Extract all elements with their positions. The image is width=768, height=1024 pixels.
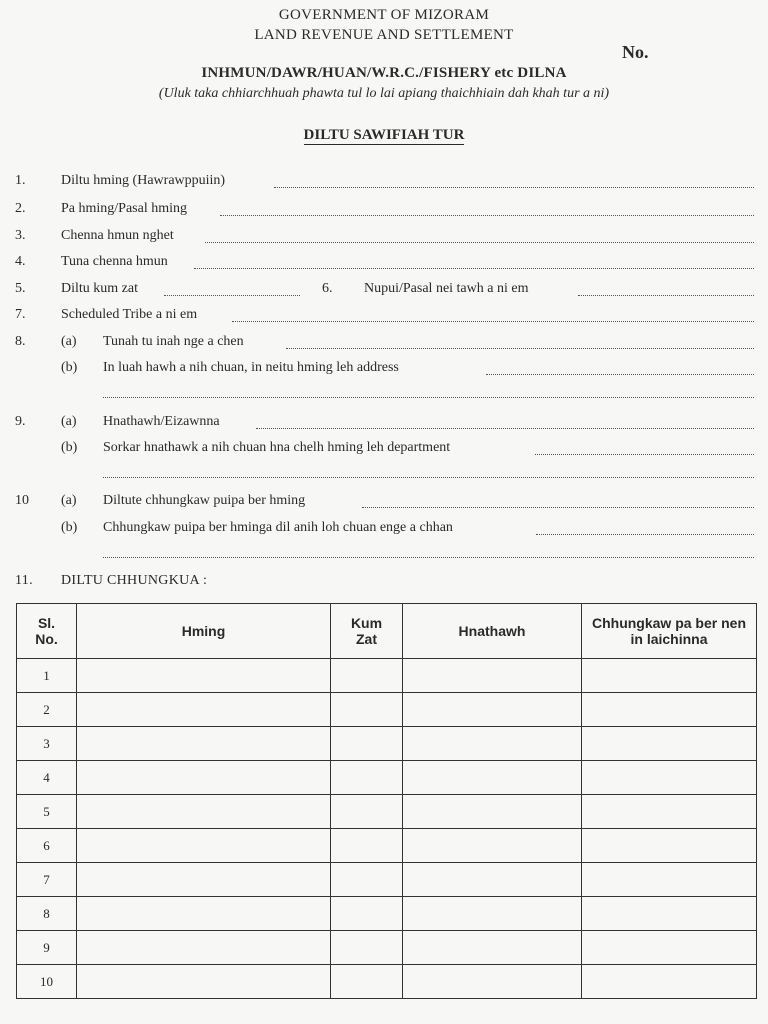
row-number: 5 bbox=[17, 795, 77, 829]
relation-cell[interactable] bbox=[582, 727, 757, 761]
hnathawh-cell[interactable] bbox=[403, 965, 582, 999]
row-number: 7 bbox=[17, 863, 77, 897]
field-label: Tuna chenna hmun bbox=[61, 254, 168, 269]
field-label: Sorkar hnathawk a nih chuan hna chelh hming leh department bbox=[103, 440, 451, 455]
hnathawh-cell[interactable] bbox=[403, 863, 582, 897]
field-9a bbox=[0, 414, 768, 434]
fill-line[interactable] bbox=[164, 295, 300, 296]
fill-line[interactable] bbox=[362, 507, 754, 508]
table-row bbox=[17, 829, 757, 863]
field-4 bbox=[0, 254, 768, 274]
field-number: 6. bbox=[322, 281, 333, 296]
hming-cell[interactable] bbox=[77, 863, 331, 897]
kum-zat-cell[interactable] bbox=[331, 795, 403, 829]
field-3 bbox=[0, 228, 768, 248]
row-number: 8 bbox=[17, 897, 77, 931]
field-10b bbox=[0, 520, 768, 540]
kum-zat-cell[interactable] bbox=[331, 863, 403, 897]
relation-cell[interactable] bbox=[582, 965, 757, 999]
hming-cell[interactable] bbox=[77, 761, 331, 795]
relation-cell[interactable] bbox=[582, 931, 757, 965]
row-number: 6 bbox=[17, 829, 77, 863]
hnathawh-cell[interactable] bbox=[403, 829, 582, 863]
field-label: Chhungkaw puipa ber hminga dil anih loh chuan enge a chhan bbox=[103, 520, 453, 535]
hnathawh-cell[interactable] bbox=[403, 897, 582, 931]
field-label: Pa hming/Pasal hming bbox=[61, 201, 187, 216]
hnathawh-cell[interactable] bbox=[403, 659, 582, 693]
fill-line[interactable] bbox=[286, 348, 754, 349]
field-number: 11. bbox=[15, 573, 33, 588]
table-header-row bbox=[17, 604, 757, 659]
sub-tag: (a) bbox=[61, 414, 77, 429]
column-header-hming: Hming bbox=[77, 604, 331, 659]
field-number: 1. bbox=[15, 173, 26, 188]
fill-line[interactable] bbox=[535, 454, 754, 455]
field-number: 4. bbox=[15, 254, 26, 269]
kum-zat-cell[interactable] bbox=[331, 931, 403, 965]
section-title: DILTU CHHUNGKUA : bbox=[61, 573, 208, 588]
row-number: 2 bbox=[17, 693, 77, 727]
kum-zat-cell[interactable] bbox=[331, 693, 403, 727]
header-department: LAND REVENUE AND SETTLEMENT bbox=[254, 27, 514, 43]
hnathawh-cell[interactable] bbox=[403, 761, 582, 795]
fill-line[interactable] bbox=[274, 187, 754, 188]
relation-cell[interactable] bbox=[582, 829, 757, 863]
row-number: 9 bbox=[17, 931, 77, 965]
field-number: 7. bbox=[15, 307, 26, 322]
hming-cell[interactable] bbox=[77, 693, 331, 727]
hming-cell[interactable] bbox=[77, 897, 331, 931]
fill-line[interactable] bbox=[232, 321, 754, 322]
hming-cell[interactable] bbox=[77, 795, 331, 829]
hming-cell[interactable] bbox=[77, 965, 331, 999]
relation-cell[interactable] bbox=[582, 761, 757, 795]
row-number: 1 bbox=[17, 659, 77, 693]
relation-cell[interactable] bbox=[582, 659, 757, 693]
kum-zat-cell[interactable] bbox=[331, 659, 403, 693]
table-row bbox=[17, 795, 757, 829]
sub-tag: (b) bbox=[61, 520, 78, 535]
table-row bbox=[17, 863, 757, 897]
hnathawh-cell[interactable] bbox=[403, 727, 582, 761]
table-row bbox=[17, 727, 757, 761]
form-number-label: No. bbox=[622, 42, 649, 62]
table-row bbox=[17, 897, 757, 931]
field-label: Hnathawh/Eizawnna bbox=[103, 414, 220, 429]
field-label: Diltute chhungkaw puipa ber hming bbox=[103, 493, 306, 508]
fill-line-continuation[interactable] bbox=[103, 557, 754, 558]
field-label: Diltu hming (Hawrawppuiin) bbox=[61, 173, 226, 188]
fill-line[interactable] bbox=[536, 534, 754, 535]
field-number: 2. bbox=[15, 201, 26, 216]
field-number: 5. bbox=[15, 281, 26, 296]
field-label: Scheduled Tribe a ni em bbox=[61, 307, 198, 322]
field-7 bbox=[0, 307, 768, 327]
field-number: 3. bbox=[15, 228, 26, 243]
field-number: 9. bbox=[15, 414, 26, 429]
hming-cell[interactable] bbox=[77, 931, 331, 965]
fill-line[interactable] bbox=[194, 268, 754, 269]
column-header-chhungkaw: Chhungkaw pa ber nen in laichinna bbox=[582, 604, 757, 659]
hming-cell[interactable] bbox=[77, 829, 331, 863]
fill-line[interactable] bbox=[486, 374, 754, 375]
fill-line-continuation[interactable] bbox=[103, 477, 754, 478]
column-header-hnathawh: Hnathawh bbox=[403, 604, 582, 659]
relation-cell[interactable] bbox=[582, 897, 757, 931]
relation-cell[interactable] bbox=[582, 693, 757, 727]
field-9b bbox=[0, 440, 768, 460]
relation-cell[interactable] bbox=[582, 863, 757, 897]
hnathawh-cell[interactable] bbox=[403, 795, 582, 829]
field-label: In luah hawh a nih chuan, in neitu hming leh address bbox=[103, 360, 399, 375]
header-government: GOVERNMENT OF MIZORAM bbox=[278, 7, 490, 23]
kum-zat-cell[interactable] bbox=[331, 965, 403, 999]
field-number: 10 bbox=[15, 493, 29, 508]
relation-cell[interactable] bbox=[582, 795, 757, 829]
sub-tag: (b) bbox=[61, 360, 78, 375]
field-8a bbox=[0, 334, 768, 354]
column-header-sl-no: Sl. No. bbox=[17, 604, 77, 659]
header-application-type: INHMUN/DAWR/HUAN/W.R.C./FISHERY etc DILNA bbox=[201, 65, 567, 81]
table-row bbox=[17, 659, 757, 693]
fill-line[interactable] bbox=[205, 242, 754, 243]
fill-line-continuation[interactable] bbox=[103, 397, 754, 398]
field-10a bbox=[0, 493, 768, 513]
field-2 bbox=[0, 201, 768, 221]
field-number: 8. bbox=[15, 334, 26, 349]
section-11-heading bbox=[0, 573, 768, 593]
table-row bbox=[17, 931, 757, 965]
table-row bbox=[17, 965, 757, 999]
field-8b bbox=[0, 360, 768, 380]
kum-zat-cell[interactable] bbox=[331, 761, 403, 795]
table-row bbox=[17, 693, 757, 727]
column-header-kum-zat: Kum Zat bbox=[331, 604, 403, 659]
hming-cell[interactable] bbox=[77, 727, 331, 761]
table-row bbox=[17, 761, 757, 795]
field-1 bbox=[0, 173, 768, 193]
fill-line[interactable] bbox=[578, 295, 754, 296]
fill-line[interactable] bbox=[256, 428, 754, 429]
hming-cell[interactable] bbox=[77, 659, 331, 693]
family-members-table bbox=[16, 603, 757, 999]
kum-zat-cell[interactable] bbox=[331, 897, 403, 931]
field-5-6 bbox=[0, 281, 768, 301]
field-label: Nupui/Pasal nei tawh a ni em bbox=[364, 281, 529, 296]
header-instruction: (Uluk taka chhiarchhuah phawta tul lo lai apiang thaichhiain dah khah tur a ni) bbox=[158, 86, 610, 101]
sub-tag: (a) bbox=[61, 334, 77, 349]
form-title: DILTU SAWIFIAH TUR bbox=[303, 127, 465, 143]
sub-tag: (b) bbox=[61, 440, 78, 455]
row-number: 3 bbox=[17, 727, 77, 761]
kum-zat-cell[interactable] bbox=[331, 829, 403, 863]
field-label: Chenna hmun nghet bbox=[61, 228, 174, 243]
hnathawh-cell[interactable] bbox=[403, 693, 582, 727]
row-number: 4 bbox=[17, 761, 77, 795]
row-number: 10 bbox=[17, 965, 77, 999]
kum-zat-cell[interactable] bbox=[331, 727, 403, 761]
sub-tag: (a) bbox=[61, 493, 77, 508]
hnathawh-cell[interactable] bbox=[403, 931, 582, 965]
fill-line[interactable] bbox=[220, 215, 754, 216]
field-label: Tunah tu inah nge a chen bbox=[103, 334, 244, 349]
field-label: Diltu kum zat bbox=[61, 281, 138, 296]
